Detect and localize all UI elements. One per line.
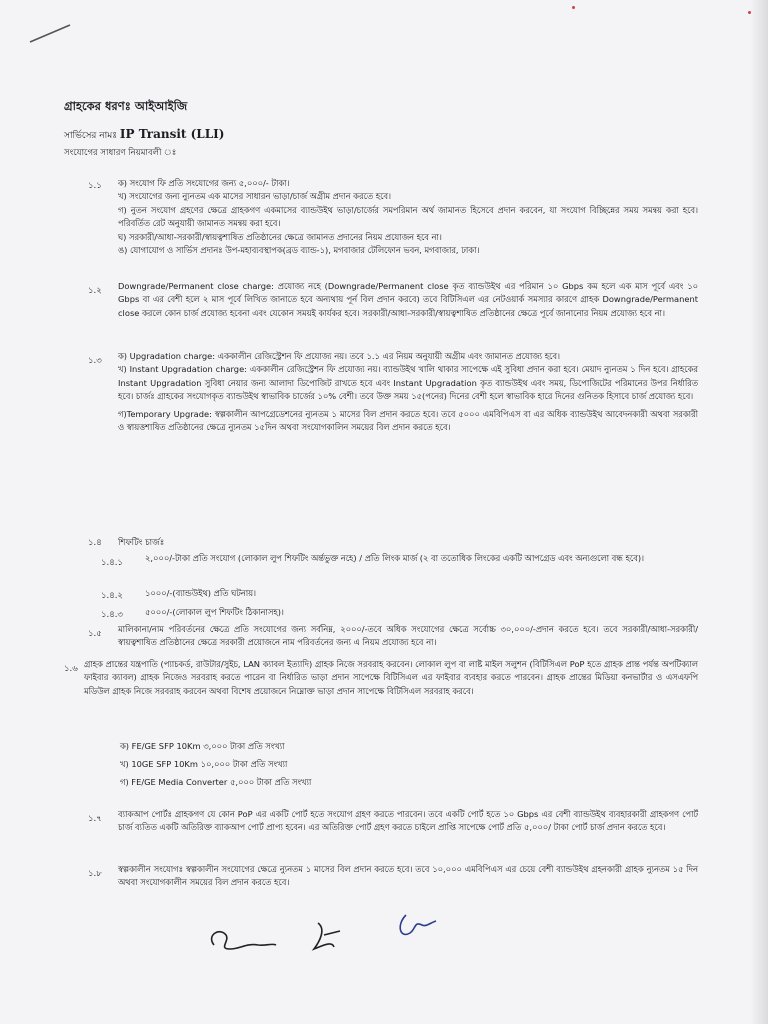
subsection-number: ১.৪.১ (101, 558, 123, 568)
clause-a: ক) সংযোগ ফি প্রতি সংযোগের জন্য ৫,০০০/- টাকা। (118, 178, 290, 188)
ink-speck (748, 11, 751, 14)
clause-c: গ) নুতন সংযোগ গ্রহণের ক্ষেত্রে গ্রাহকগণ একমাসের ব্যান্ডউইথ ভাড়া/চার্জের সমপরিমান অর্থ জামানত হিসেবে প্রদান করবেন, যা সংযোগ বিচ্ছিন্নের সময় সমন্বয় করা হবে। পরিবর্তিত রেট অনুযায়ী জামানত সমন্বয় করা হবে। (118, 204, 698, 229)
clause-b: খ) সংযোগের জন্য ন্যুনতম এক মাসের সাধারন ভাড়া/চার্জ অগ্রীম প্রদান করতে হবে। (118, 191, 392, 202)
section-number: ১.৭ (88, 814, 102, 824)
section-number: ১.৮ (88, 869, 102, 879)
subsection-number: ১.৪.২ (101, 591, 123, 601)
service-label: সার্ভিসের নামঃ (64, 131, 117, 141)
section-number: ১.৪ (88, 538, 102, 548)
service-name (64, 127, 224, 143)
signature-icon (212, 932, 276, 949)
section-1-7: ব্যাকআপ পোর্টঃ গ্রাহকগণ যে কোন PoP এর একটি পোর্ট হতে সংযোগ গ্রহণ করতে পারবেন। তবে একটি পোর্ট হতে ১০ Gbps এর বেশী ব্যান্ডউইথ ব্যবহারকারী গ্রাহকগণ পোর্ট চার্জ ব্যতিত একটি অতিরিক্ত ব্যাকআপ পোর্ট প্রাপ্য হবেন। এর অতিরিক্ত পোর্ট গ্রহণ করতে চাইলে প্রাপ্তি সাপেক্ষে পোর্ট প্রতি ৫,০০০/ টাকা পোর্ট চার্জ প্রদান করতে হবে। (118, 809, 698, 833)
section-1-8: স্বল্পকালীন সংযোগঃ স্বল্পকালীন সংযোগের ক্ষেত্রে ন্যুনতম ১ মাসের বিল প্রদান করতে হবে। তবে ১০,০০০ এমবিপিএস এর চেয়ে বেশী ব্যান্ডউইথ গ্রহনকারী গ্রাহক ন্যুনতম ১৫ দিন অথবা সংযোগকালীন সময়ের বিল প্রদান করতে হবে। (118, 864, 698, 888)
document-title: গ্রাহকের ধরণঃ আইআইজি (64, 99, 188, 113)
service-value: IP Transit (LLI) (119, 127, 225, 141)
section-1-5: মালিকানা/নাম পরিবর্তনের ক্ষেত্রে প্রতি সংযোগের জন্য সর্বনিম্ন, ২০০০/-তবে অধিক সংযোগের ক্ষেত্রে সর্বোচ্চ ৩০,০০০/-প্রদান করতে হবে। তবে সরকারী/আধা-সরকারী/স্বায়ত্বশাষিত প্রতিষ্ঠানের ক্ষেত্রে সরকারী প্রয়োজনে নাম পরিবর্তনের জন্য এ নিয়ম প্রযোজ্য হবে না। (118, 624, 698, 648)
shifting-item: ৫০০০/-(লোকাল লুপ শিফটিং ঠিকানাসহ)। (145, 607, 284, 617)
section-number: ১.১ (88, 181, 102, 191)
page-edge-shadow (750, 0, 768, 1024)
rules-heading: সংযোগের সাধারণ নিয়মাবলী ঃ (64, 148, 177, 158)
clause-a: ক) Upgradation charge: এককালীন রেজিস্ট্রেশন ফি প্রযোজ্য নয়। তবে ১.১ এর নিয়ম অনুযায়ী অগ্রীম এবং জামানত প্রযোজ্য হবে। (118, 351, 560, 361)
signature-icon (400, 915, 436, 934)
clause-d: ঘ) সরকারী/আধা-সরকারী/স্বায়ত্বশাষিত প্রতিষ্ঠানের ক্ষেত্রে জামানত প্রদানের নিয়ম প্রযোজন হবে না। (118, 231, 442, 242)
section-1-3 (118, 350, 698, 434)
section-1-2: Downgrade/Permanent close charge: প্রযোজ্য নহে (Downgrade/Permanent close কৃত ব্যান্ডউইথ এর পরিমান ১০ Gbps কম হলে এক মাস পূর্বে এবং ১০ Gbps বা এর বেশী হলে ২ মাস পূর্বে লিখিত জানাতে হবে অন্যথায় পূর্ন বিল প্রদান করবে) তবে বিটিসিএল এর নেটওয়ার্ক সমস্যার কারণে গ্রাহক Downgrade/Permanent close করলে কোন চার্জ প্রযোজ্য হবেনা এবং যেকোন সময়ই কার্যকর হবে। সরকারী/আধা-সরকারী/স্বায়ত্বশাষিত প্রতিষ্ঠানের ক্ষেত্রে পূর্বে জানানোর নিয়ম প্রযোজ্য হবে না। (118, 281, 698, 318)
ink-speck (572, 6, 575, 9)
section-1-6: গ্রাহক প্রান্তের যন্ত্রপাতি (প্যাচকর্ড, রাউটার/সুইচ, LAN ক্যাবল ইত্যাদি) গ্রাহক নিজে সরবরাহ করবেন। লোকাল লুপ বা লাষ্ট মাইল সলুশন (বিটিসিএল PoP হতে গ্রাহক প্রান্ত পর্যন্ত অপটিক্যাল ফাইবার ক্যাবল) গ্রাহক নিজেও সরবরাহ করতে পারেন বা নির্ধারিত ভাড়া প্রদান সাপেক্ষে বিটিসিএল এর ফাইবার ব্যবহার করতে পারবেন। গ্রাহক প্রান্তের মিডিয়া কনভার্টার ও এসএফপি মডিউল গ্রাহক নিজে সরবরাহ করবেন অথবা বিশেষ প্রয়োজনে নিম্নোক্ত ভাড়া প্রদান সাপেক্ষে বিটিসিএল সরবরাহ করবে। (84, 659, 698, 696)
clause-e: ঙ) যোগাযোগ ও সার্ভিস প্রদানঃ উপ-মহাব্যবস্থাপক(ব্রড ব্যান্ড-১), মগবাজার টেলিফোন ভবন, মগবাজার, ঢাকা। (118, 245, 480, 256)
section-1-1 (118, 177, 698, 257)
subsection-number: ১.৪.৩ (101, 610, 123, 620)
equipment-item: ক) FE/GE SFP 10Km ৩,০০০ টাকা প্রতি সংখ্যা (120, 741, 285, 751)
equipment-item: গ) FE/GE Media Converter ৫,০০০ টাকা প্রতি সংখ্যা (120, 777, 312, 787)
signature-icon (314, 923, 340, 949)
pen-stroke-mark (28, 22, 72, 44)
section-number: ১.৩ (88, 356, 102, 366)
section-number: ১.২ (88, 286, 102, 296)
shifting-item: ১০০০/-(ব্যান্ডউইথ) প্রতি ঘটনায়। (145, 588, 256, 598)
shifting-heading: শিফটিং চার্জঃ (118, 538, 165, 548)
clause-b: খ) Instant Upgradation charge: এককালীন রেজিস্ট্রেশন ফি প্রযোজ্য নয়। ব্যান্ডউইথ খালি থাকার সাপেক্ষে এই সুবিধা প্রদান করা হবে। মেয়াদ ন্যুনতম ১ দিন হবে। গ্রাহকের Instant Upgradation সুবিধা নেয়ার জন্য আলাদা ডিপোজিট রাখতে হবে এবং Instant Upgradation কৃত ব্যান্ডউইথ এবং সময়, ডিপোজিটের পরিমানের উপর নির্ধারিত হবে। চার্জঃ গ্রাহকের সংযোগকৃত ব্যান্ডউইথ স্বাভাবিক চার্জের ১০% বেশী। তবে উক্ত সময় ১৫(পনের) দিনের বেশী হলে স্বাভাবিক হারে দিনের গুনিতক হিসাবে চার্জ প্রযোজ্য হবে। (118, 364, 698, 402)
clause-c: গ)Temporary Upgrade: স্বল্পকালীন আপগ্রেডেশনের ন্যুনতম ১ মাসের বিল প্রদান করতে হবে। তবে ৫০০০ এমবিপিএস বা এর অধিক ব্যান্ডউইথ আবেদনকারী অথবা সরকারী ও স্বায়ত্তশাষিত প্রতিষ্ঠানের ক্ষেত্রে ন্যুনতম ১৫দিন অথবা সংযোগকালিন সময়ের বিল প্রদান করতে হবে। (118, 408, 698, 433)
signatures (200, 905, 460, 965)
section-number: ১.৫ (88, 629, 102, 639)
equipment-item: খ) 10GE SFP 10Km ১০,০০০ টাকা প্রতি সংখ্যা (120, 759, 288, 769)
section-number: ১.৬ (64, 664, 78, 674)
equipment-list (120, 737, 520, 791)
shifting-item: ২,০০০/-টাকা প্রতি সংযোগ (লোকাল লুপ শিফটিং অর্ন্তভুক্ত নহে) / প্রতি লিংক মার্জ (২ বা ততোধিক লিংকের একটি আপগ্রেড এবং অন্যগুলো বন্ধ হবে)। (145, 553, 645, 563)
